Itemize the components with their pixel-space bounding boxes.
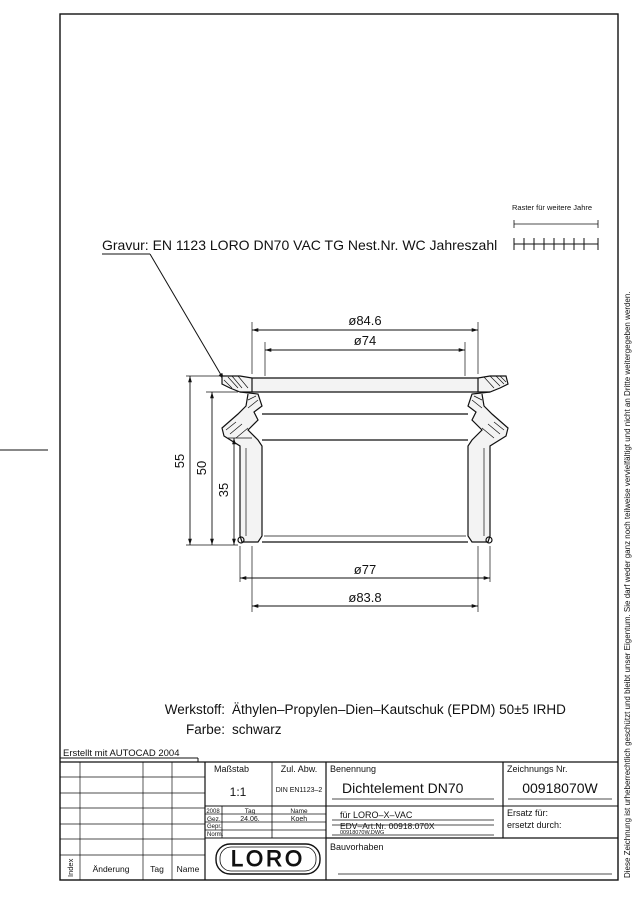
- right-wall: [468, 392, 508, 542]
- dim-height-total: 55: [172, 453, 187, 469]
- edv-nr: EDV–Art.Nr. 00918.070X: [340, 821, 435, 831]
- extension-lines: [186, 322, 490, 612]
- gez-label: Gez.: [207, 816, 221, 823]
- benennung-value: Dichtelement DN70: [342, 780, 464, 796]
- year-raster: [514, 220, 598, 250]
- logo-text: LORO: [230, 846, 306, 871]
- tag-label: Tag: [244, 808, 256, 815]
- dim-outer-bottom: ø83.8: [348, 590, 382, 605]
- zul-abw-value: DIN EN1123–2: [275, 787, 323, 794]
- copyright-note: Diese Zeichnung ist urheberrechtlich geschützt und bleibt unser Eigentum. Sie darf weder ganz noch teilweise vervielfältigt und nicht an Dritte weitergegeben werden.: [623, 291, 632, 878]
- raster-label: Raster für weitere Jahre: [512, 203, 593, 212]
- loro-logo: [216, 844, 320, 874]
- top-flange: [222, 376, 508, 392]
- year: 2008: [206, 809, 220, 815]
- seal-section: [222, 376, 508, 543]
- index-label: Index: [66, 858, 75, 877]
- bauvorhaben-label: Bauvorhaben: [330, 842, 384, 852]
- zul-abw-label: Zul. Abw.: [280, 764, 318, 774]
- left-wall: [222, 392, 262, 542]
- werkstoff-label: Werkstoff:: [164, 702, 225, 717]
- dim-height-inner: 35: [216, 482, 231, 498]
- ersetzt-durch: ersetzt durch:: [507, 820, 562, 830]
- tag-col-label: Tag: [150, 864, 164, 874]
- dim-inner-top: ø74: [353, 333, 377, 348]
- created-with: Erstellt mit AUTOCAD 2004: [63, 748, 180, 759]
- name-label: Name: [290, 808, 308, 815]
- dim-inner-bottom: ø77: [353, 562, 377, 577]
- dwg-file: 00918070W.DWG: [340, 830, 385, 836]
- title-block: [60, 748, 618, 880]
- name-col-label: Name: [176, 864, 200, 874]
- farbe-label: Farbe:: [185, 722, 225, 737]
- gez-tag: 24.06.: [240, 816, 260, 823]
- farbe-value: schwarz: [232, 722, 282, 737]
- zeichnungs-nr-value: 00918070W: [522, 780, 598, 796]
- gepr-label: Gepr.: [207, 824, 222, 830]
- massstab-value: 1:1: [229, 785, 247, 799]
- benennung-label: Benennung: [330, 764, 377, 774]
- ersatz-fuer: Ersatz für:: [507, 808, 549, 818]
- fuer-text: für LORO–X–VAC: [340, 810, 413, 820]
- gez-name: Koeh: [290, 816, 308, 823]
- dim-outer-top: ø84.6: [348, 313, 382, 328]
- werkstoff-value: Äthylen–Propylen–Dien–Kautschuk (EPDM) 50±5 IRHD: [232, 702, 566, 717]
- engraving-leader: [150, 254, 224, 380]
- massstab-label: Maßstab: [214, 764, 250, 774]
- norm-label: Norm.: [207, 832, 224, 838]
- dim-height-mid: 50: [194, 460, 209, 476]
- engraving-text: Gravur: EN 1123 LORO DN70 VAC TG Nest.Nr. WC Jahreszahl: [102, 237, 498, 253]
- aenderung-label: Änderung: [92, 864, 130, 874]
- zeichnungs-nr-label: Zeichnungs Nr.: [507, 764, 568, 774]
